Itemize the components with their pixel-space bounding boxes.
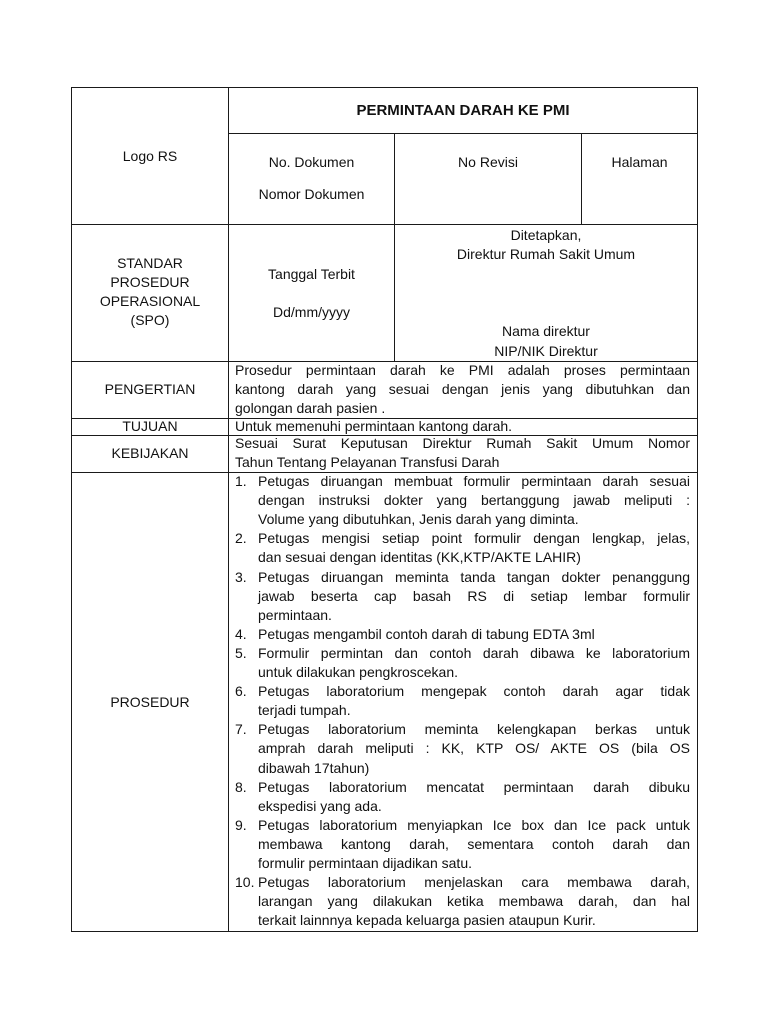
approved-by: Direktur Rumah Sakit Umum bbox=[456, 246, 636, 262]
table-border-bottom bbox=[71, 931, 698, 932]
spo-label-line-3: OPERASIONAL bbox=[99, 293, 201, 309]
prosedur-step-text: untuk dilakukan pengkroscekan. bbox=[258, 664, 459, 680]
prosedur-step-number: 9. bbox=[235, 816, 247, 833]
table-border-top bbox=[71, 87, 698, 88]
kebijakan-text-line-2: Tahun Tentang Pelayanan Transfusi Darah bbox=[235, 454, 500, 470]
prosedur-step-number: 8. bbox=[235, 778, 247, 795]
prosedur-step-text: jawab beserta cap basah RS di setiap lembar formulir bbox=[258, 587, 690, 604]
table-border-right bbox=[697, 87, 698, 932]
tujuan-text: Untuk memenuhi permintaan kantong darah. bbox=[235, 418, 513, 434]
prosedur-step-text: permintaan. bbox=[258, 606, 332, 623]
kebijakan-label: KEBIJAKAN bbox=[111, 445, 189, 461]
prosedur-step-number: 3. bbox=[235, 568, 247, 585]
director-name: Nama direktur bbox=[502, 323, 590, 339]
prosedur-step-number: 4. bbox=[235, 625, 247, 642]
prosedur-step-text: ekspedisi yang ada. bbox=[258, 797, 382, 814]
prosedur-step-text: Petugas diruangan membuat formulir permintaan darah sesuai bbox=[258, 473, 690, 489]
prosedur-step-text: Petugas mengambil contoh darah di tabung EDTA 3ml bbox=[258, 625, 595, 642]
issue-date-value: Dd/mm/yyyy bbox=[273, 304, 350, 320]
approved-label: Ditetapkan, bbox=[510, 227, 582, 243]
table-border-left bbox=[71, 87, 72, 932]
doc-number-value: Nomor Dokumen bbox=[258, 186, 365, 202]
prosedur-step-text: Formulir permintan dan contoh darah dibawa ke laboratorium bbox=[258, 644, 690, 661]
pengertian-text-line-3: golongan darah pasien . bbox=[235, 400, 386, 416]
prosedur-step-text: amprah darah meliputi : KK, KTP OS/ AKTE OS (bila OS bbox=[258, 740, 690, 757]
pengertian-text-line-2: kantong darah yang sesuai dengan jenis yang dibutuhkan dan bbox=[235, 381, 690, 397]
prosedur-step-text: Petugas diruangan meminta tanda tangan dokter penanggung bbox=[258, 568, 690, 585]
prosedur-step-text: larangan yang dilakukan ketika membawa darah, dan hal bbox=[258, 893, 690, 910]
prosedur-label: PROSEDUR bbox=[110, 694, 190, 710]
revision-label: No Revisi bbox=[458, 154, 518, 170]
prosedur-step-text: terkait lainnnya kepada keluarga pasien ataupun Kurir. bbox=[258, 912, 596, 929]
prosedur-step-number: 1. bbox=[235, 473, 247, 489]
kebijakan-text-line-1: Sesuai Surat Keputusan Direktur Rumah Sakit Umum Nomor bbox=[235, 435, 690, 451]
prosedur-step-text: Petugas laboratorium mencatat permintaan darah dibuku bbox=[258, 778, 690, 795]
prosedur-step-number: 7. bbox=[235, 721, 247, 738]
prosedur-step-text: Petugas mengisi setiap point formulir dengan lengkap, jelas, bbox=[258, 530, 690, 547]
spo-label-line-4: (SPO) bbox=[130, 312, 170, 328]
prosedur-step-text: Petugas laboratorium menyiapkan Ice box dan Ice pack untuk bbox=[258, 816, 690, 833]
prosedur-step-text: Volume yang dibutuhkan, Jenis darah yang diminta. bbox=[258, 511, 579, 528]
prosedur-step-text: dibawah 17tahun) bbox=[258, 759, 370, 776]
prosedur-step-text: terjadi tumpah. bbox=[258, 702, 351, 719]
logo-placeholder: Logo RS bbox=[122, 148, 178, 164]
prosedur-step-text: dengan instruksi dokter yang bertanggung jawab meliputi : bbox=[258, 492, 690, 509]
prosedur-step-number: 10. bbox=[235, 874, 255, 891]
prosedur-step-number: 5. bbox=[235, 644, 247, 661]
prosedur-step-text: membawa kantong darah, sementara contoh darah dan bbox=[258, 835, 690, 852]
column-divider-page bbox=[581, 133, 582, 225]
column-divider-main bbox=[228, 87, 229, 932]
prosedur-step-text: Petugas laboratorium menjelaskan cara membawa darah, bbox=[258, 874, 690, 891]
issue-date-label: Tanggal Terbit bbox=[268, 266, 355, 282]
director-id: NIP/NIK Direktur bbox=[494, 343, 598, 359]
prosedur-step-text: formulir permintaan dijadikan satu. bbox=[258, 855, 472, 871]
pengertian-text-line-1: Prosedur permintaan darah ke PMI adalah proses permintaan bbox=[235, 362, 690, 378]
prosedur-step-text: dan sesuai dengan identitas (KK,KTP/AKTE LAHIR) bbox=[258, 549, 581, 566]
prosedur-step-number: 6. bbox=[235, 683, 247, 700]
spo-label-line-1: STANDAR bbox=[117, 255, 183, 271]
prosedur-step-text: Petugas laboratorium meminta kelengkapan berkas untuk bbox=[258, 721, 690, 738]
pengertian-label: PENGERTIAN bbox=[104, 381, 196, 397]
prosedur-step-number: 2. bbox=[235, 530, 247, 547]
document-title: PERMINTAAN DARAH KE PMI bbox=[356, 102, 570, 119]
prosedur-step-text: Petugas laboratorium mengepak contoh darah agar tidak bbox=[258, 683, 690, 700]
page-label: Halaman bbox=[611, 154, 668, 170]
spo-label-line-2: PROSEDUR bbox=[110, 274, 190, 290]
row-divider-header bbox=[71, 224, 698, 225]
tujuan-label: TUJUAN bbox=[122, 418, 178, 434]
doc-number-label: No. Dokumen bbox=[268, 154, 355, 170]
title-divider bbox=[229, 133, 698, 134]
